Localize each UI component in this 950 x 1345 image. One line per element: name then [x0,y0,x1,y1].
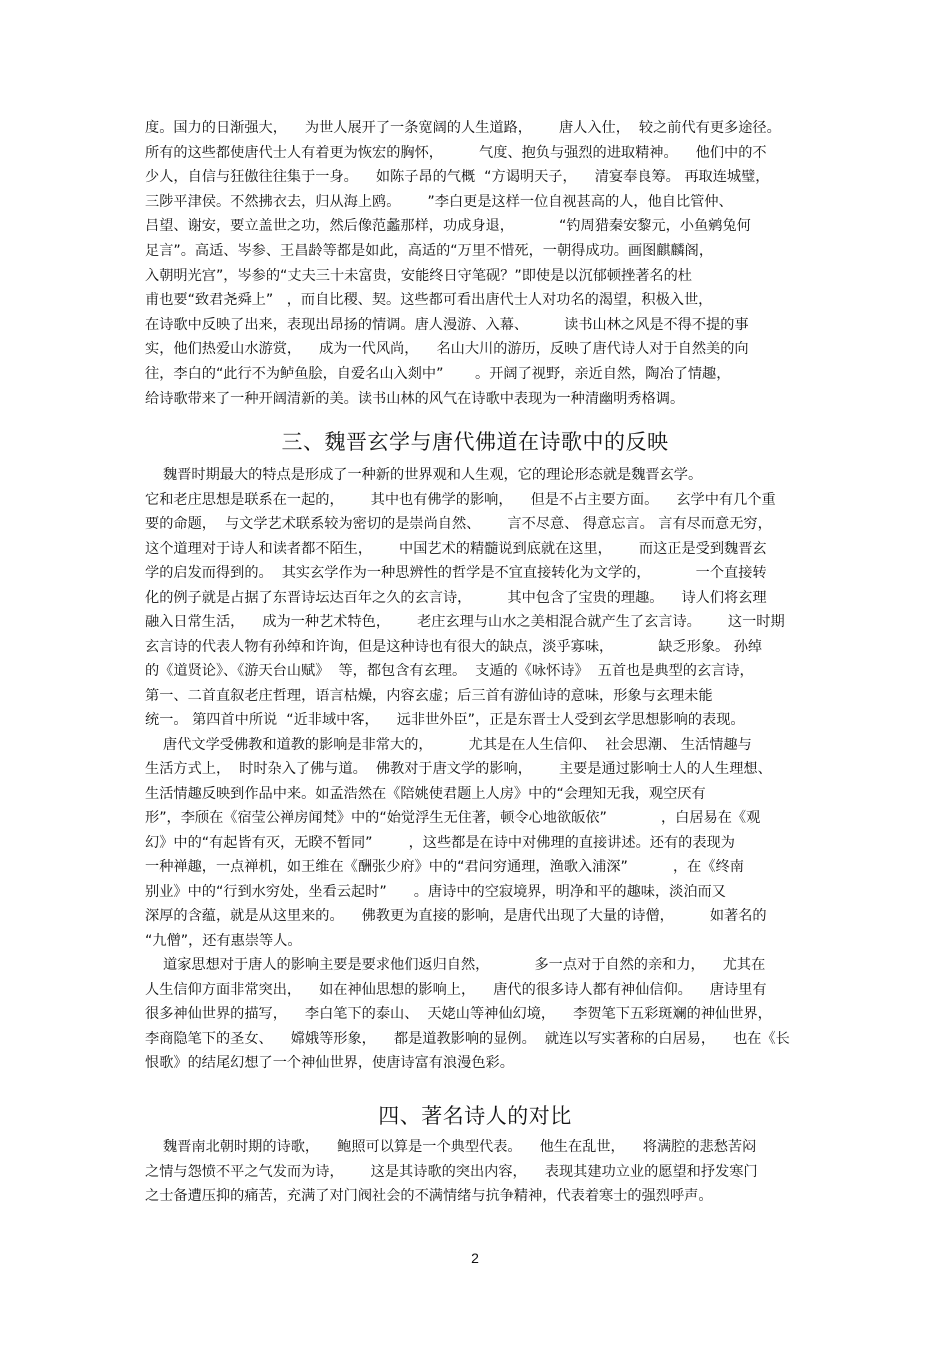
text-line: 三陟平津侯。不然拂衣去，归从海上鸥。 ”李白更是这样一位自视甚高的人，他自比管仲、 [145,193,733,210]
text-line: 学的启发而得到的。 其实玄学作为一种思辨性的哲学是不宜直接转化为文学的， 一个直接转 [145,565,767,581]
text-line: 吕望、谢安，要立盖世之功，然后像范蠡那样，功成身退， “钓周猎秦安黎元，小鱼鹓兔何 [145,218,751,235]
text-line: 生活方式上， 时时杂入了佛与道。 佛教对于唐文学的影响， 主要是通过影响士人的人生理想、 [145,761,772,777]
text-line: “九僧”，还有惠崇等人。 [145,932,302,949]
section-heading-four: 四、著名诗人的对比 [378,1104,572,1128]
text-line: 它和老庄思想是联系在一起的， 其中也有佛学的影响， 但是不占主要方面。 玄学中有几个重 [145,491,776,508]
text-line: 化的例子就是占据了东晋诗坛达百年之久的玄言诗， 其中包含了宝贵的理趣。 诗人们将玄理 [145,589,767,606]
text-line: 魏晋南北朝时期的诗歌， 鲍照可以算是一个典型代表。 他生在乱世， 将满腔的悲愁苦闷 [145,1139,757,1155]
text-line: 在诗歌中反映了出来，表现出昂扬的情调。唐人漫游、入幕、 读书山林之风是不得不提的事 [145,316,749,333]
text-line: 魏晋时期最大的特点是形成了一种新的世界观和人生观，它的理论形态就是魏晋玄学。 [145,467,703,483]
text-line: 给诗歌带来了一种开阔清新的美。读书山林的风气在诗歌中表现为一种清幽明秀格调。 [145,390,685,407]
text-line: 很多神仙世界的描写， 李白笔下的泰山、 天姥山等神仙幻境， 李贺笔下五彩斑斓的神仙世界， [145,1006,772,1022]
text-line: 要的命题， 与文学艺术联系较为密切的是崇尚自然、 言不尽意、 得意忘言。 言有尽而意无穷， [145,516,772,532]
text-line: 人生信仰方面非常突出， 如在神仙思想的影响上， 唐代的很多诗人都有神仙信仰。 唐诗里有 [145,981,767,998]
text-line: 统一。 第四首中所说 “近非域中客， 远非世外臣”，正是东晋士人受到玄学思想影响的表现。 [145,712,745,728]
text-line: 往，李白的“此行不为鲈鱼脍，自爱名山入剡中” 。开阔了视野，亲近自然，陶冶了情趣， [145,366,731,382]
text-line: 深厚的含蕴，就是从这里来的。 佛教更为直接的影响，是唐代出现了大量的诗僧， 如著名的 [145,908,767,924]
text-line: 实，他们热爱山水游赏， 成为一代风尚， 名山大川的游历，反映了唐代诗人对于自然美的向 [145,341,749,358]
text-line: 融入日常生活， 成为一种艺术特色， 老庄玄理与山水之美相混合就产生了玄言诗。 这一时期 [145,614,785,630]
text-line: 唐代文学受佛教和道教的影响是非常大的， 尤其是在人生信仰、 社会思潮、 生活情趣与 [145,736,752,753]
text-line: 道家思想对于唐人的影响主要是要求他们返归自然， 多一点对于自然的亲和力， 尤其在 [145,957,766,973]
text-line: 甫也要“致君尧舜上” ，而自比稷、契。这些都可看出唐代士人对功名的渴望，积极入世， [145,292,713,309]
text-line: 少人，自信与狂傲往往集于一身。 如陈子昂的气概 “方谒明天子， 清宴奉良筹。 再取连城璧， [145,169,770,186]
text-line: 度。国力的日渐强大， 为世人展开了一条宽阔的人生道路， 唐人入仕， 较之前代有更多途径。 [145,120,781,136]
text-line: 恨歌》的结尾幻想了一个神仙世界，使唐诗富有浪漫色彩。 [145,1055,514,1071]
section-heading-three: 三、魏晋玄学与唐代佛道在诗歌中的反映 [281,430,669,454]
text-line: 生活情趣反映到作品中来。如孟浩然在《陪姚使君题上人房》中的“会理知无我，观空厌有 [145,785,706,802]
text-line: 这个道理对于诗人和读者都不陌生， 中国艺术的精髓说到底就在这里， 而这正是受到魏晋玄 [145,540,767,557]
text-line: 之士备遭压抑的痛苦，充满了对门阀社会的不满情绪与抗争精神，代表着寒士的强烈呼声。 [145,1188,713,1204]
text-line: 之情与怨愤不平之气发而为诗， 这是其诗歌的突出内容， 表现其建功立业的愿望和抒发寒门 [145,1163,758,1180]
text-line: 李商隐笔下的圣女、 嫦娥等形象， 都是道教影响的显例。 就连以写实著称的白居易， 也在《长 [145,1030,790,1047]
text-line: 入朝明光宫”，岑参的“丈夫三十未富贵，安能终日守笔砚？”即使是以沉郁顿挫著名的杜 [145,267,692,284]
text-line: 幻》中的“有起皆有灭，无睽不暂同” ，这些都是在诗中对佛理的直接讲述。还有的表现为 [145,834,735,851]
page-number: 2 [471,1250,479,1266]
text-line: 玄言诗的代表人物有孙绰和许询，但是这种诗也有很大的缺点，淡乎寡味， 缺乏形象。 孙绰 [145,638,763,655]
text-line: 别业》中的“行到水穷处，坐看云起时” 。唐诗中的空寂境界，明净和平的趣味，淡泊而又 [145,883,726,900]
text-line: 一种禅趣，一点禅机，如王维在《酬张少府》中的“君问穷通理，渔歌入浦深” ，在《终南 [145,859,744,875]
text-line: 所有的这些都使唐代士人有着更为恢宏的胸怀， 气度、抱负与强烈的进取精神。 他们中的不 [145,144,767,161]
text-line: 足言”。高适、岑参、王昌龄等都是如此，高适的“万里不惜死，一朝得成功。画图麒麟阁， [145,243,714,259]
text-line: 第一、二首直叙老庄哲理，语言枯燥，内容玄虚；后三首有游仙诗的意味，形象与玄理未能 [145,687,713,704]
text-line: 的《道贤论》、《游天台山赋》 等，都包含有玄理。 支遁的《咏怀诗》 五首也是典型的玄言诗， [145,663,754,679]
text-line: 形”，李颀在《宿莹公禅房闻梵》中的“始觉浮生无住著，顿令心地欲皈依” ，白居易在《观 [145,810,761,826]
